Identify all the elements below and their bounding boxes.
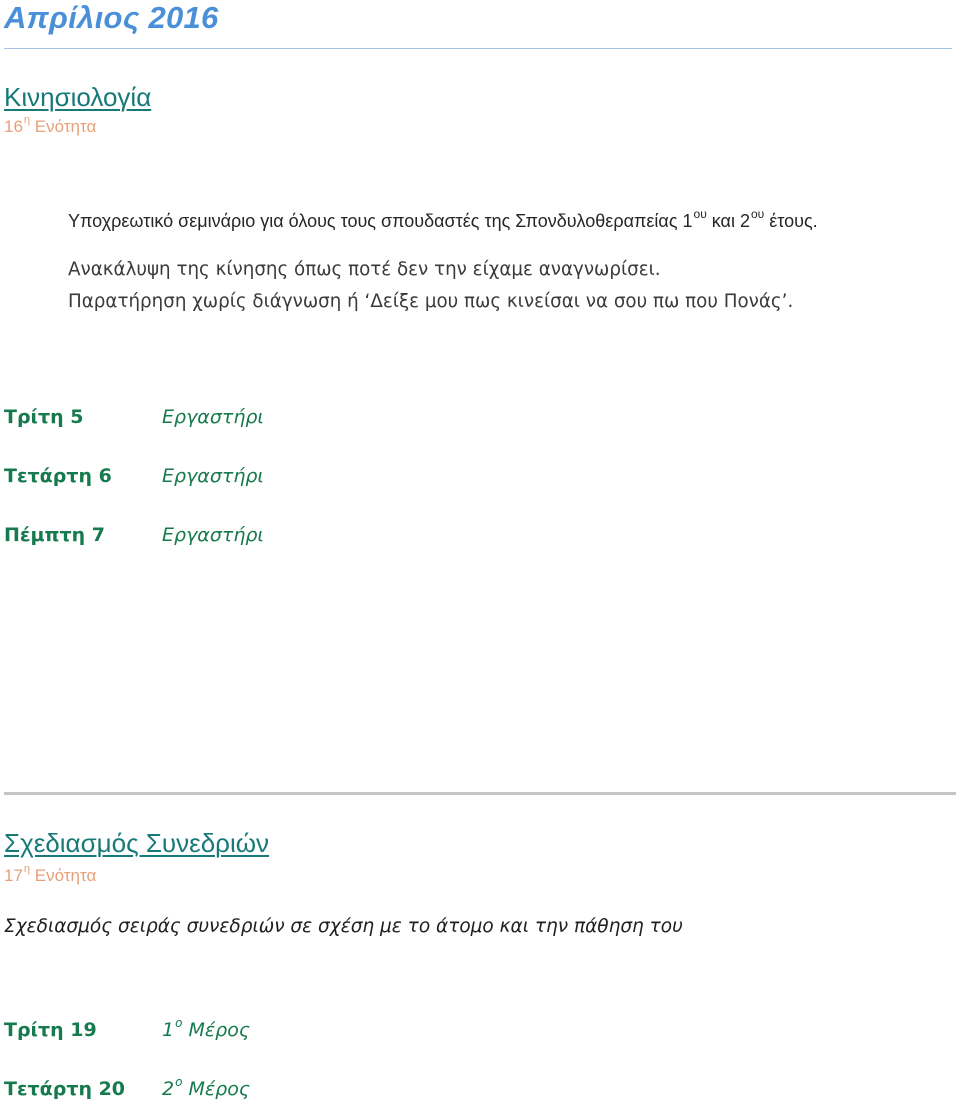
part-ordinal: ο bbox=[175, 1075, 183, 1089]
schedule-day: Πέμπτη 7 bbox=[4, 524, 105, 546]
part-ordinal: ο bbox=[175, 1016, 183, 1030]
month-heading: Απρίλιος 2016 bbox=[4, 0, 219, 35]
unit-number: 16 bbox=[4, 117, 23, 136]
part-number: 1 bbox=[162, 1019, 175, 1041]
unit-ordinal: η bbox=[23, 114, 31, 126]
intro-text-b: και 2 bbox=[706, 211, 750, 231]
section-divider bbox=[4, 792, 956, 795]
unit-ordinal: η bbox=[23, 863, 31, 875]
schedule-activity: Εργαστήρι bbox=[162, 406, 264, 428]
schedule-activity bbox=[162, 1075, 250, 1100]
section-title-session-planning: Σχεδιασμός Συνεδριών bbox=[4, 828, 270, 858]
unit-label bbox=[4, 863, 97, 886]
unit-word: Ενότητα bbox=[34, 117, 97, 136]
schedule-activity bbox=[162, 1016, 250, 1041]
unit-word: Ενότητα bbox=[34, 866, 97, 885]
unit-number: 17 bbox=[4, 866, 23, 885]
intro-text-a: Υποχρεωτικό σεμινάριο για όλους τους σπουδαστές της Σπονδυλοθεραπείας 1 bbox=[68, 211, 693, 231]
seminar-intro bbox=[68, 207, 818, 232]
month-divider bbox=[4, 48, 952, 49]
description-line-1: Ανακάλυψη της κίνησης όπως ποτέ δεν την είχαμε αναγνωρίσει. bbox=[68, 259, 661, 280]
intro-text-c: έτους. bbox=[764, 211, 818, 231]
schedule-day: Τρίτη 19 bbox=[4, 1019, 97, 1041]
description-line-2: Παρατήρηση χωρίς διάγνωση ή ‘Δείξε μου πως κινείσαι να σου πω που Πονάς’. bbox=[68, 291, 794, 312]
schedule-day: Τετάρτη 6 bbox=[4, 465, 112, 487]
session-planning-description: Σχεδιασμός σειράς συνεδριών σε σχέση με το άτομο και την πάθηση του bbox=[4, 916, 683, 937]
intro-sup-b: ου bbox=[750, 207, 765, 221]
part-number: 2 bbox=[162, 1078, 175, 1100]
intro-sup-a: ου bbox=[693, 207, 707, 221]
schedule-day: Τετάρτη 20 bbox=[4, 1078, 126, 1100]
part-word: Μέρος bbox=[188, 1078, 250, 1100]
part-word: Μέρος bbox=[188, 1019, 250, 1041]
unit-label bbox=[4, 114, 97, 137]
schedule-day: Τρίτη 5 bbox=[4, 406, 84, 428]
section-title-kinesiology: Κινησιολογία bbox=[4, 82, 152, 112]
schedule-activity: Εργαστήρι bbox=[162, 524, 264, 546]
schedule-activity: Εργαστήρι bbox=[162, 465, 264, 487]
